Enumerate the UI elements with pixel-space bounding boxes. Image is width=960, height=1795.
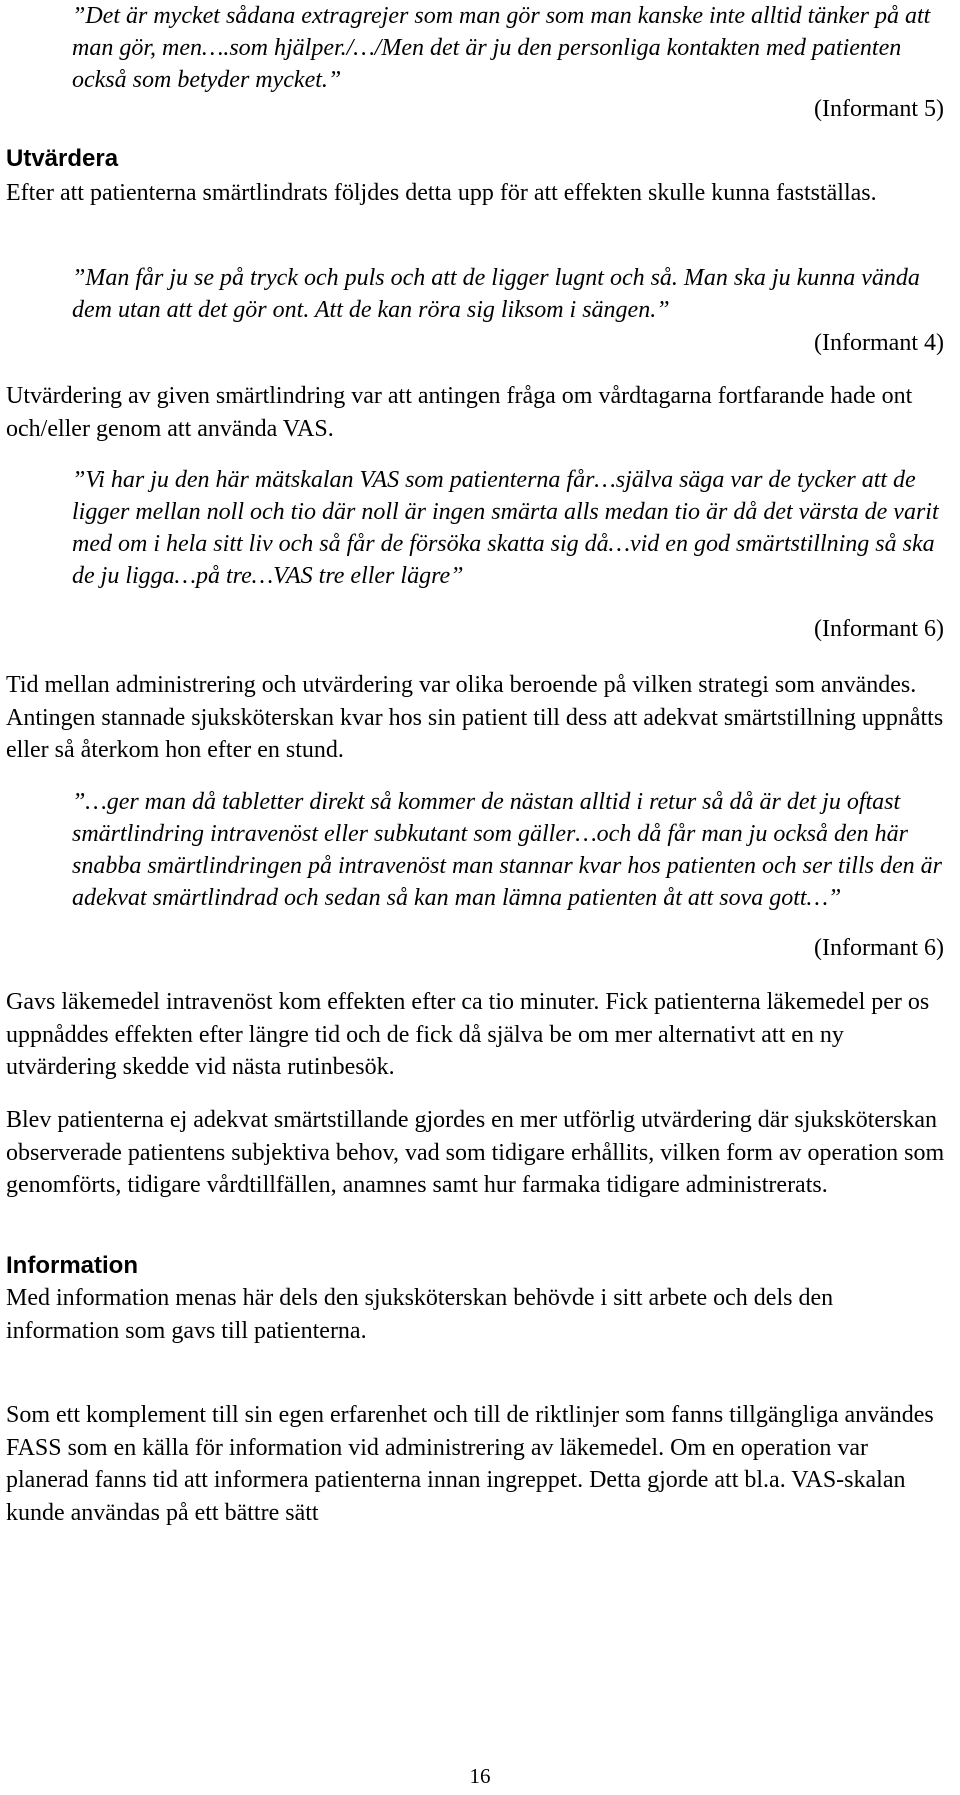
body-paragraph: Utvärdering av given smärtlindring var att antingen fråga om vårdtagarna fortfarande hade ont och/eller genom att använda VAS. [6,383,913,442]
body-paragraph: Tid mellan administrering och utvärdering var olika beroende på vilken strategi som användes. Antingen stannade sjuksköterskan kvar hos sin patient till dess att adekvat smärtstillning uppnåtts eller så återkom hon efter en stund. [6,672,944,763]
body-paragraph: Med information menas här dels den sjuksköterskan behövde i sitt arbete och dels den information som gavs till patienterna. [6,1285,834,1344]
quote-attribution: (Informant 4) [814,330,944,356]
body-paragraph: Gavs läkemedel intravenöst kom effekten efter ca tio minuter. Fick patienterna läkemedel per os uppnåddes effekten efter längre tid och de fick då själva be om mer alternativt att en ny utvärdering skedde vid nästa rutinbesök. [6,989,930,1080]
page-number: 16 [469,1764,491,1788]
body-paragraph: Efter att patienterna smärtlindrats följdes detta upp för att effekten skulle kunna fastställas. [6,180,877,206]
quote-attribution: (Informant 6) [814,935,944,961]
section-heading-utvardera: Utvärdera [6,145,119,172]
quote-attribution: (Informant 6) [814,616,944,642]
informant-quote: ”Det är mycket sådana extragrejer som man gör som man kanske inte alltid tänker på att man gör, men….som hjälper./…/Men det är ju den personliga kontakten med patienten också som betyder mycket.” [72,3,931,93]
informant-quote: ”Vi har ju den här mätskalan VAS som patienterna får…själva säga var de tycker att de ligger mellan noll och tio där noll är ingen smärta alls medan tio är då det värsta de varit med om i hela sitt liv och så får de försöka skatta sig då…vid en god smärtstillning så ska de ju ligga…på tre…VAS tre eller lägre” [72,467,939,589]
informant-quote: ”…ger man då tabletter direkt så kommer de nästan alltid i retur så då är det ju oftast smärtlindring intravenöst eller subkutant som gäller…och då får man ju också den här snabba smärtlindringen på intravenöst man stannar kvar hos patienten och ser tills den är adekvat smärtlindrad och sedan så kan man lämna patienten åt att sova gott…” [72,789,942,911]
body-paragraph: Blev patienterna ej adekvat smärtstillande gjordes en mer utförlig utvärdering där sjuksköterskan observerade patientens subjektiva behov, vad som tidigare erhållits, vilken form av operation som genomförts, tidigare vårdtillfällen, anamnes samt hur farmaka tidigare administrerats. [6,1107,945,1198]
informant-quote: ”Man får ju se på tryck och puls och att de ligger lugnt och så. Man ska ju kunna vända dem utan att det gör ont. Att de kan röra sig liksom i sängen.” [72,265,920,323]
body-paragraph: Som ett komplement till sin egen erfarenhet och till de riktlinjer som fanns tillgängliga användes FASS som en källa för information vid administrering av läkemedel. Om en operation var planerad fanns tid att informera patienterna innan ingreppet. Detta gjorde att bl.a. VAS-skalan kunde användas på ett bättre sätt [6,1402,934,1526]
quote-attribution: (Informant 5) [814,96,944,122]
section-heading-information: Information [6,1252,138,1279]
